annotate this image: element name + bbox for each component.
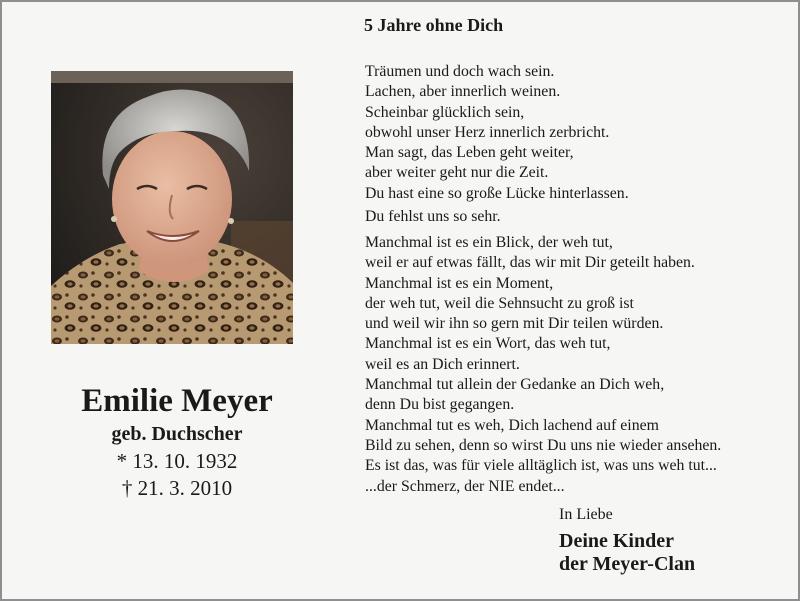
poem-line: Manchmal ist es ein Moment, xyxy=(365,274,554,292)
birth-date: * 13. 10. 1932 xyxy=(116,449,238,473)
poem-line: aber weiter geht nur die Zeit. xyxy=(365,164,549,182)
death-date: † 21. 3. 2010 xyxy=(121,476,233,500)
deceased-name: Emilie Meyer xyxy=(81,383,273,419)
signature-line-1: Deine Kinder xyxy=(559,530,674,552)
poem-line: Scheinbar glücklich sein, xyxy=(365,103,525,121)
poem-line: Man sagt, das Leben geht weiter, xyxy=(365,144,574,162)
maiden-name: geb. Duchscher xyxy=(111,423,243,445)
poem-line: Es ist das, was für viele alltäglich ist, was uns weh tut... xyxy=(365,457,717,475)
poem-line: Manchmal ist es ein Blick, der weh tut, xyxy=(365,234,613,251)
anniversary-heading: 5 Jahre ohne Dich xyxy=(364,15,504,35)
poem-stanza-2 xyxy=(365,207,501,227)
poem-line: Manchmal tut allein der Gedanke an Dich weh, xyxy=(365,376,665,394)
poem-line: Manchmal ist es ein Wort, das weh tut, xyxy=(365,335,611,353)
poem-stanza-3 xyxy=(365,233,721,497)
poem-line: weil er auf etwas fällt, das wir mit Dir geteilt haben. xyxy=(365,254,695,272)
poem-line: Bild zu sehen, denn so wirst Du uns nie wieder ansehen. xyxy=(365,436,722,454)
poem-line: ...der Schmerz, der NIE endet... xyxy=(365,477,565,495)
portrait-photo xyxy=(51,71,293,344)
poem-line: Du fehlst uns so sehr. xyxy=(365,208,501,225)
signature-line-2: der Meyer-Clan xyxy=(559,553,696,575)
poem-line: Du hast eine so große Lücke hinterlassen. xyxy=(365,184,629,202)
closing-in-love: In Liebe xyxy=(559,506,613,523)
poem-line: denn Du bist gegangen. xyxy=(365,396,515,414)
poem-line: Lachen, aber innerlich weinen. xyxy=(365,83,561,101)
poem-line: der weh tut, weil die Sehnsucht zu groß ist xyxy=(365,294,634,312)
poem-line: weil es an Dich erinnert. xyxy=(365,355,520,373)
poem-line: Manchmal tut es weh, Dich lachend auf einem xyxy=(365,416,659,434)
poem-line: obwohl unser Herz innerlich zerbricht. xyxy=(365,123,610,141)
poem-line: Träumen und doch wach sein. xyxy=(365,63,555,80)
poem-line: und weil wir ihn so gern mit Dir teilen würden. xyxy=(365,315,664,333)
poem-stanza-1 xyxy=(365,62,629,204)
